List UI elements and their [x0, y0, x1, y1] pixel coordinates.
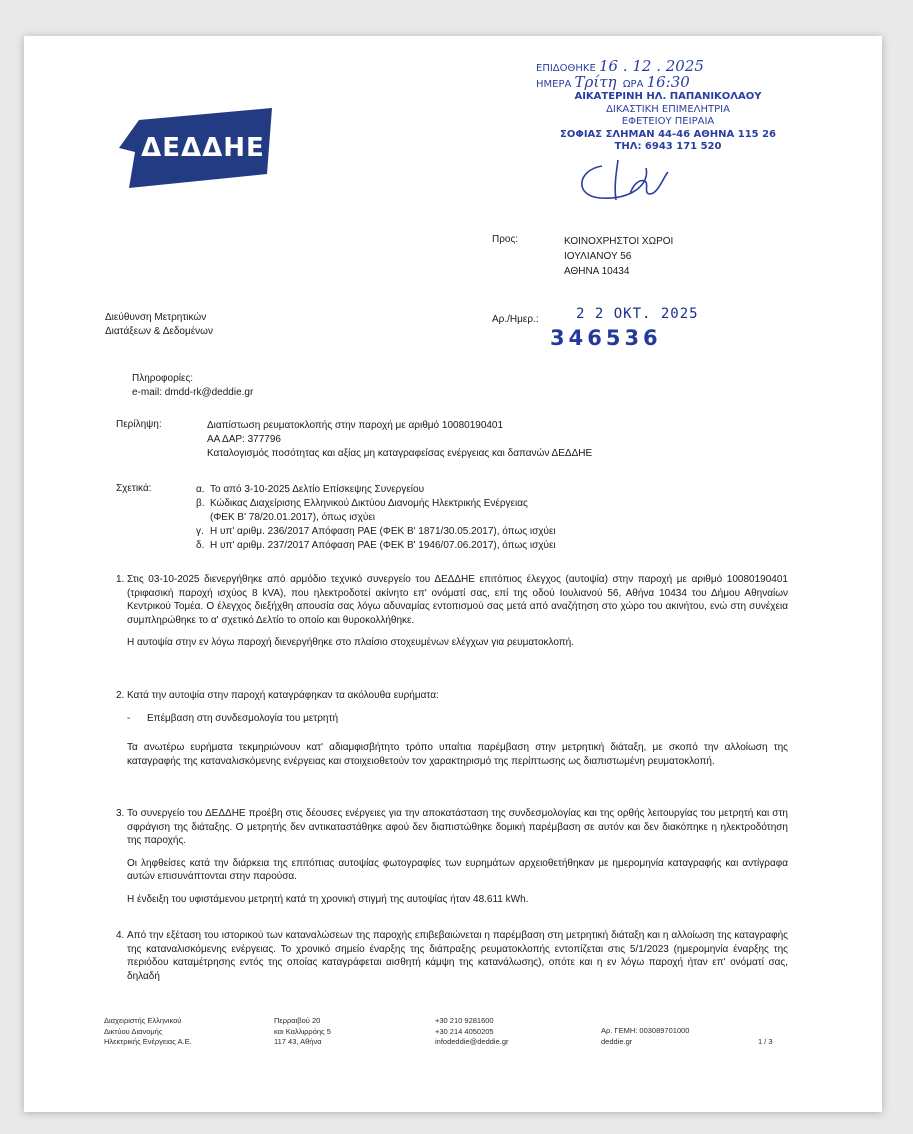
paragraph-text: Από την εξέταση του ιστορικού των καταναλώσεων της παροχής επιβεβαιώνεται η παρέμβαση στη μετρητική διάταξη και η αλλοίωση της καταγραφής της καταναλισκόμενης ενέργειας. Το χρονικό σημείο έναρξης της διάπραξης ρευματοκλοπής εντοπίζεται στις 5/1/2023 (ημερομηνία έναρξης της περιόδου καταμέτρησης εντός της οποίας καταγράφεται αισθητή κάμψη της κατανάλωσης), οπότε και η εν λόγω παροχή ήταν επ' ονόματί σας, δηλαδή	[127, 930, 788, 982]
stamp-served-date: 16 . 12 . 2025	[598, 57, 704, 75]
stamp-day-value: Τρίτη	[574, 72, 617, 91]
stamp-court: ΕΦΕΤΕΙΟΥ ΠΕΙΡΑΙΑ	[621, 116, 715, 127]
stamp-time-value: 16:30	[646, 72, 690, 91]
footer-company: Διαχειριστής Ελληνικού Δικτύου Διανομής Ηλεκτρικής Ενέργειας Α.Ε.	[104, 1016, 192, 1046]
summary-label: Περίληψη:	[116, 419, 162, 430]
recipient-line: ΙΟΥΛΙΑΝΟΥ 56	[564, 251, 632, 262]
stamp-day-row	[528, 72, 808, 92]
bailiff-stamp	[528, 57, 808, 154]
paragraph-subtext: Η ένδειξη του υφιστάμενου μετρητή κατά τη χρονική στιγμή της αυτοψίας ήταν 48.611 kWh.	[127, 893, 529, 905]
stamp-time-label: ΩΡΑ	[622, 78, 644, 90]
paragraph-number: 3.	[116, 808, 125, 819]
related-list	[196, 483, 556, 553]
related-item: γ. Η υπ' αριθμ. 236/2017 Απόφαση ΡΑΕ (ΦΕΚ Β' 1871/30.05.2017), όπως ισχύει	[196, 526, 556, 537]
info-email: e-mail: dmdd-rk@deddie.gr	[132, 387, 254, 398]
stamp-day-label: ΗΜΕΡΑ	[536, 78, 572, 90]
stamp-phone: ΤΗΛ: 6943 171 520	[614, 141, 722, 152]
stamp-name: ΑΙΚΑΤΕΡΙΝΗ ΗΛ. ΠΑΠΑΝΙΚΟΛΑΟΥ	[574, 91, 762, 102]
department	[105, 311, 213, 339]
paragraph-number: 4.	[116, 930, 125, 941]
department-line: Διατάξεων & Δεδομένων	[105, 326, 213, 337]
recipient-label: Προς:	[492, 234, 519, 245]
footer-contact: +30 210 9281600 +30 214 4050205 infodeddie@deddie.gr	[435, 1016, 509, 1046]
recipient-address	[564, 234, 673, 279]
summary-line: Διαπίστωση ρευματοκλοπής στην παροχή με αριθμό 10080190401	[207, 420, 504, 431]
paragraph-3	[116, 807, 788, 906]
related-item: α. Το από 3-10-2025 Δελτίο Επίσκεψης Συνεργείου	[196, 484, 425, 495]
footer-address: Περραιβού 20 και Καλλιρρόης 5 117 43, Αθήνα	[274, 1016, 331, 1046]
paragraph-subtext: Τα ανωτέρω ευρήματα τεκμηριώνουν κατ' αδιαμφισβήτητο τρόπο υπαίτια παρέμβαση στην μετρητική διάταξη, με σκοπό την αλλοίωση της καταγραφής της καταναλισκόμενης ενέργειας και στοιχειοθετούν τον χαρακτηρισμό της περίπτωσης ως διαπιστωμένη ρευματοκλοπή.	[127, 742, 788, 767]
protocol-number: 346536	[550, 326, 662, 350]
reference-label: Αρ./Ημερ.:	[492, 314, 539, 325]
recipient-line: ΑΘΗΝΑ 10434	[564, 266, 630, 277]
stamp-address: ΣΟΦΙΑΣ ΣΛΗΜΑΝ 44-46 ΑΘΗΝΑ 115 26	[559, 128, 777, 140]
related-item: (ΦΕΚ Β' 78/20.01.2017), όπως ισχύει	[210, 512, 375, 523]
finding-bullet	[116, 712, 788, 726]
related-item: β. Κώδικας Διαχείρισης Ελληνικού Δικτύου Διανομής Ηλεκτρικής Ενέργειας	[196, 498, 528, 509]
summary-line: Καταλογισμός ποσότητας και αξίας μη καταγραφείσας ενέργειας και δαπανών ΔΕΔΔΗΕ	[207, 448, 593, 459]
finding-text: Επέμβαση στη συνδεσμολογία του μετρητή	[147, 712, 339, 724]
document-page	[24, 36, 882, 1112]
stamp-title: ΔΙΚΑΣΤΙΚΗ ΕΠΙΜΕΛΗΤΡΙΑ	[606, 103, 730, 115]
footer-registry: Αρ. ΓΕΜΗ: 003089701000 deddie.gr	[601, 1026, 690, 1046]
paragraph-number: 1.	[116, 574, 125, 585]
paragraph-subtext: Η αυτοψία στην εν λόγω παροχή διενεργήθηκε στο πλαίσιο στοχευμένων ελέγχων για ρευματοκλοπή.	[127, 637, 575, 648]
related-label: Σχετικά:	[116, 483, 152, 494]
related-item: δ. Η υπ' αριθμ. 237/2017 Απόφαση ΡΑΕ (ΦΕΚ Β' 1946/07.06.2017), όπως ισχύει	[196, 540, 556, 551]
contact-info	[132, 372, 253, 400]
paragraph-4	[116, 929, 788, 983]
paragraph-2	[116, 689, 788, 768]
summary	[207, 419, 592, 461]
page-number: 1 / 3	[758, 1037, 773, 1046]
paragraph-text: Το συνεργείο του ΔΕΔΔΗΕ προέβη στις δέουσες ενέργειες για την αποκατάσταση της συνδεσμολογίας και της ορθής λειτουργίας του μετρητή και στη σφράγιση της διάταξης. Ο μετρητής δεν αντικαταστάθηκε αφού δεν διαπιστώθηκε δομική παρέμβαση σε αυτόν και δεν διακόπηκε η ηλεκτροδότηση της παροχής.	[127, 808, 788, 846]
logo-text: ΔΕΔΔΗΕ	[141, 133, 265, 163]
paragraph-text: Κατά την αυτοψία στην παροχή καταγράφηκαν τα ακόλουθα ευρήματα:	[127, 690, 439, 701]
bullet-marker: -	[127, 712, 131, 724]
info-label: Πληροφορίες:	[132, 373, 194, 384]
stamp-served-label: ΕΠΙΔΟΘΗΚΕ	[536, 63, 596, 74]
reference-date-stamp: 2 2 ΟΚΤ. 2025	[576, 306, 699, 322]
paragraph-number: 2.	[116, 690, 125, 701]
summary-line: ΑΑ ΔΑΡ: 377796	[207, 434, 281, 445]
recipient-line: ΚΟΙΝΟΧΡΗΣΤΟΙ ΧΩΡΟΙ	[564, 236, 674, 247]
paragraph-1	[116, 573, 788, 650]
signature-image	[572, 154, 692, 204]
paragraph-subtext: Οι ληφθείσες κατά την διάρκεια της επιτόπιας αυτοψίας φωτογραφίες των ευρημάτων αρχειοθετήθηκαν με ημερομηνία καταγραφής και αντίγραφα αυτών επισυνάπτονται στην παρούσα.	[127, 857, 788, 882]
paragraph-text: Στις 03-10-2025 διενεργήθηκε από αρμόδιο τεχνικό συνεργείο του ΔΕΔΔΗΕ επιτόπιος έλεγχος (αυτοψία) στην παροχή με αριθμό 10080190401 (τριφασική παροχή ισχύος 8 kVA), που ηλεκτροδοτεί ακίνητο επ' ονόματί σας, επί της οδού Ιουλιανού 56, Αθήνα 10434 του Δήμου Αθηναίων Κεντρικού Τομέα. Ο έλεγχος διεξήχθη απουσία σας λόγω αδυναμίας εντοπισμού σας μετά από αναζήτηση στο χώρο του ακινήτου, ενώ στη συνέχεια συμπληρώθηκε το α' σχετικό Δελτίο το οποίο και θυροκολλήθηκε.	[127, 574, 788, 626]
deddie-logo	[117, 108, 289, 188]
department-line: Διεύθυνση Μετρητικών	[105, 312, 207, 323]
